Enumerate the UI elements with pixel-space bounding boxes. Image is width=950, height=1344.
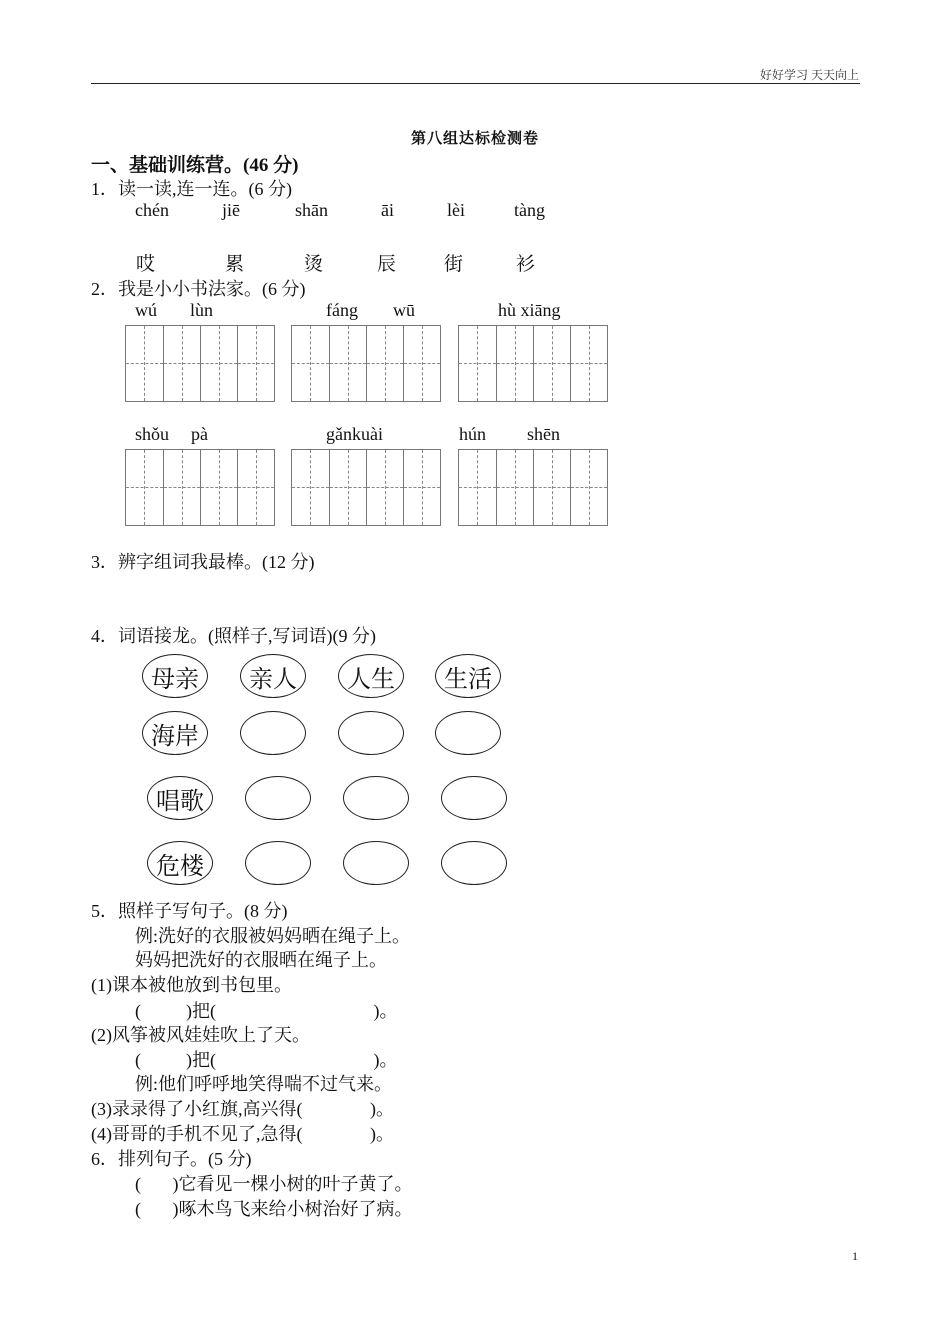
word-oval: 海岸 [142, 711, 208, 755]
blank-oval[interactable] [240, 711, 306, 755]
blank-oval[interactable] [343, 776, 409, 820]
pinyin-label: pà [191, 424, 208, 444]
exercise-sentence: (2)风筝被风娃娃吹上了天。 [91, 1025, 310, 1045]
question-3-label: 3．辨字组词我最棒。(12 分) [91, 552, 315, 572]
pinyin-label: wū [393, 300, 415, 320]
example-sentence: 妈妈把洗好的衣服晒在绳子上。 [135, 950, 387, 970]
writing-grid[interactable] [125, 449, 275, 526]
section-heading: 一、基础训练营。(46 分) [91, 155, 299, 176]
blank-oval[interactable] [441, 776, 507, 820]
question-4-label: 4．词语接龙。(照样子,写词语)(9 分) [91, 626, 376, 646]
word-oval: 母亲 [142, 654, 208, 698]
question-6-label: 6．排列句子。(5 分) [91, 1149, 252, 1169]
writing-grid[interactable] [458, 325, 608, 402]
pinyin-label: hù xiāng [498, 300, 561, 320]
page-header: 好好学习 天天向上 [759, 68, 859, 82]
pinyin-item: jiē [222, 200, 240, 220]
pinyin-label: shēn [527, 424, 560, 444]
page-title: 第八组达标检测卷 [410, 131, 539, 147]
word-oval: 危楼 [147, 841, 213, 885]
blank-oval[interactable] [343, 841, 409, 885]
pinyin-item: chén [135, 200, 169, 220]
word-oval: 生活 [435, 654, 501, 698]
hanzi-item: 街 [444, 254, 464, 275]
pinyin-label: fáng [326, 300, 358, 320]
exercise-sentence[interactable]: (4)哥哥的手机不见了,急得( )。 [91, 1124, 394, 1144]
pinyin-item: lèi [447, 200, 465, 220]
pinyin-label: gǎnkuài [326, 424, 383, 444]
word-oval: 人生 [338, 654, 404, 698]
blank-oval[interactable] [245, 776, 311, 820]
hanzi-item: 哎 [136, 254, 156, 275]
page-number: 1 [852, 1249, 858, 1263]
hanzi-item: 辰 [377, 254, 397, 275]
question-5-label: 5．照样子写句子。(8 分) [91, 901, 288, 921]
writing-grid[interactable] [125, 325, 275, 402]
pinyin-item: tàng [514, 200, 545, 220]
ordering-sentence[interactable]: ( )啄木鸟飞来给小树治好了病。 [135, 1199, 413, 1219]
exercise-sentence[interactable]: (3)录录得了小红旗,高兴得( )。 [91, 1099, 394, 1119]
word-oval: 亲人 [240, 654, 306, 698]
hanzi-item: 烫 [304, 254, 324, 275]
hanzi-item: 累 [225, 254, 245, 275]
answer-blank[interactable]: ( )把( )。 [135, 1001, 398, 1021]
writing-grid[interactable] [458, 449, 608, 526]
question-1-label: 1．读一读,连一连。(6 分) [91, 179, 292, 199]
example-sentence: 例:他们呼呼地笑得喘不过气来。 [135, 1074, 392, 1094]
pinyin-label: lùn [190, 300, 214, 320]
word-oval: 唱歌 [147, 776, 213, 820]
pinyin-label: wú [135, 300, 157, 320]
header-divider [91, 83, 860, 84]
pinyin-item: shān [295, 200, 328, 220]
answer-blank[interactable]: ( )把( )。 [135, 1050, 398, 1070]
ordering-sentence[interactable]: ( )它看见一棵小树的叶子黄了。 [135, 1174, 413, 1194]
blank-oval[interactable] [441, 841, 507, 885]
exercise-sentence: (1)课本被他放到书包里。 [91, 975, 292, 995]
hanzi-item: 衫 [516, 254, 536, 275]
writing-grid[interactable] [291, 325, 441, 402]
example-sentence: 例:洗好的衣服被妈妈晒在绳子上。 [135, 926, 410, 946]
blank-oval[interactable] [435, 711, 501, 755]
blank-oval[interactable] [245, 841, 311, 885]
pinyin-item: āi [381, 200, 394, 220]
pinyin-label: shǒu [135, 424, 170, 444]
pinyin-label: hún [459, 424, 486, 444]
question-2-label: 2．我是小小书法家。(6 分) [91, 279, 306, 299]
blank-oval[interactable] [338, 711, 404, 755]
writing-grid[interactable] [291, 449, 441, 526]
